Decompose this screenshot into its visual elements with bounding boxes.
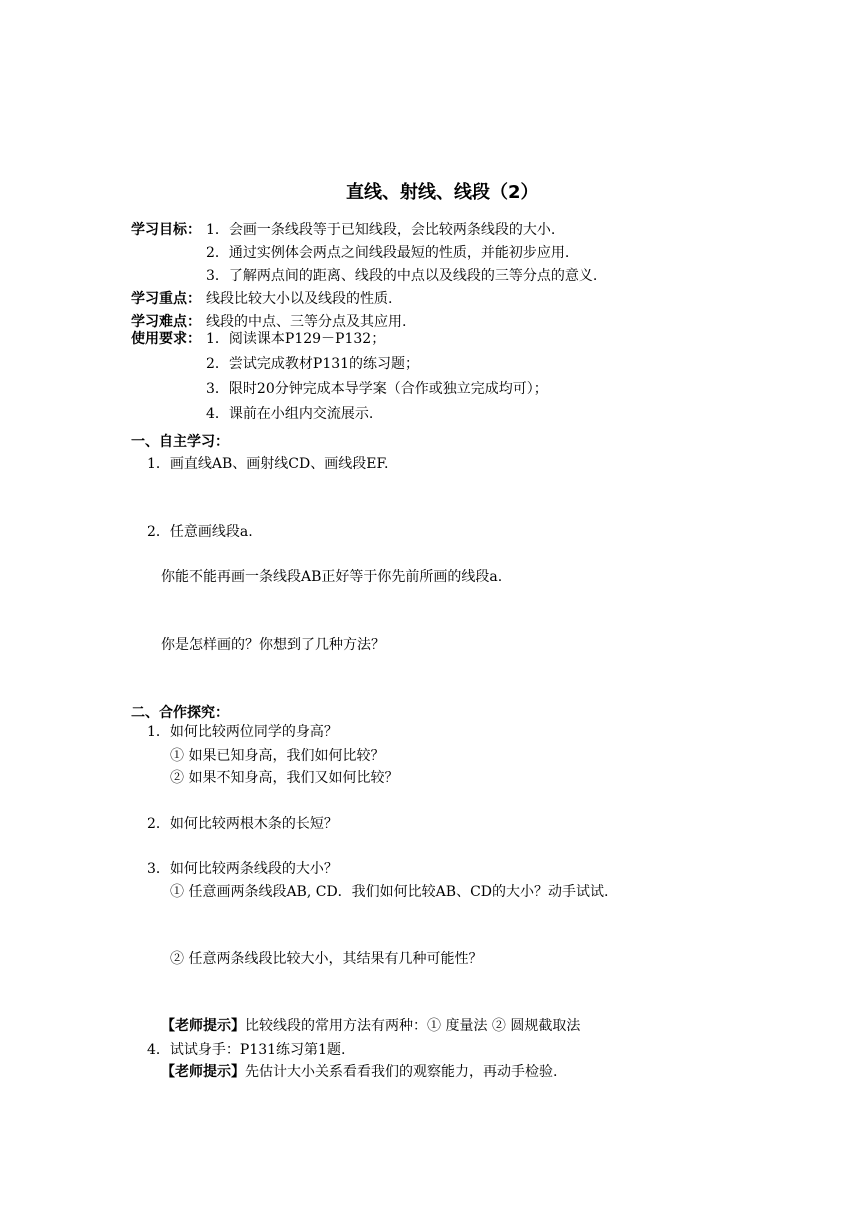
requirement-item: 2．尝试完成教材P131的练习题；: [206, 356, 420, 372]
requirement-item: 1．阅读课本P129－P132；: [206, 331, 386, 347]
section1-heading: 一、自主学习：: [131, 434, 229, 450]
teacher-hint-label: 【老师提示】: [161, 1018, 245, 1034]
objective-item: 3．了解两点间的距离、线段的中点以及线段的三等分点的意义.: [206, 268, 598, 284]
objective-item: 2．通过实例体会两点之间线段最短的性质，并能初步应用.: [206, 245, 570, 261]
section2-question-1a: ① 如果已知身高，我们如何比较？: [170, 748, 385, 764]
section2-question-3a: ① 任意画两条线段AB, CD．我们如何比较AB、CD的大小？动手试试.: [170, 884, 609, 900]
teacher-hint-text: 先估计大小关系看看我们的观察能力，再动手检验.: [245, 1064, 558, 1080]
page-title: 直线、射线、线段（2）: [346, 182, 539, 203]
difficulties-label: 学习难点：: [131, 314, 201, 330]
section1-question-2a: 你能不能再画一条线段AB正好等于你先前所画的线段a.: [161, 569, 503, 585]
section2-question-3b: ② 任意两条线段比较大小，其结果有几种可能性？: [170, 951, 483, 967]
objective-item: 1．会画一条线段等于已知线段，会比较两条线段的大小.: [206, 222, 556, 238]
teacher-hint-2: [161, 1062, 557, 1082]
teacher-hint-text: 比较线段的常用方法有两种：① 度量法 ② 圆规截取法: [245, 1018, 581, 1034]
section2-question-4: 4．试试身手：P131练习第1题.: [147, 1042, 346, 1058]
key-points-text: 线段比较大小以及线段的性质.: [206, 291, 393, 307]
section1-question-2b: 你是怎样画的？你想到了几种方法？: [161, 637, 385, 653]
section2-question-3: 3．如何比较两条线段的大小？: [147, 861, 338, 877]
requirement-item: 3．限时20分钟完成本导学案（合作或独立完成均可）；: [206, 381, 548, 397]
section2-question-2: 2．如何比较两根木条的长短？: [147, 816, 338, 832]
teacher-hint-label: 【老师提示】: [161, 1064, 245, 1080]
requirements-label: 使用要求：: [131, 331, 201, 347]
teacher-hint-1: [161, 1016, 580, 1036]
section1-question-1: 1．画直线AB、画射线CD、画线段EF.: [147, 456, 389, 472]
section1-question-2: 2．任意画线段a.: [147, 524, 253, 540]
section2-question-1: 1．如何比较两位同学的身高？: [147, 724, 338, 740]
requirement-item: 4．课前在小组内交流展示.: [206, 406, 374, 422]
difficulties-text: 线段的中点、三等分点及其应用.: [206, 314, 407, 330]
section2-question-1b: ② 如果不知身高，我们又如何比较？: [170, 770, 399, 786]
objectives-label: 学习目标：: [131, 222, 201, 238]
key-points-label: 学习重点：: [131, 291, 201, 307]
section2-heading: 二、合作探究：: [131, 705, 229, 721]
